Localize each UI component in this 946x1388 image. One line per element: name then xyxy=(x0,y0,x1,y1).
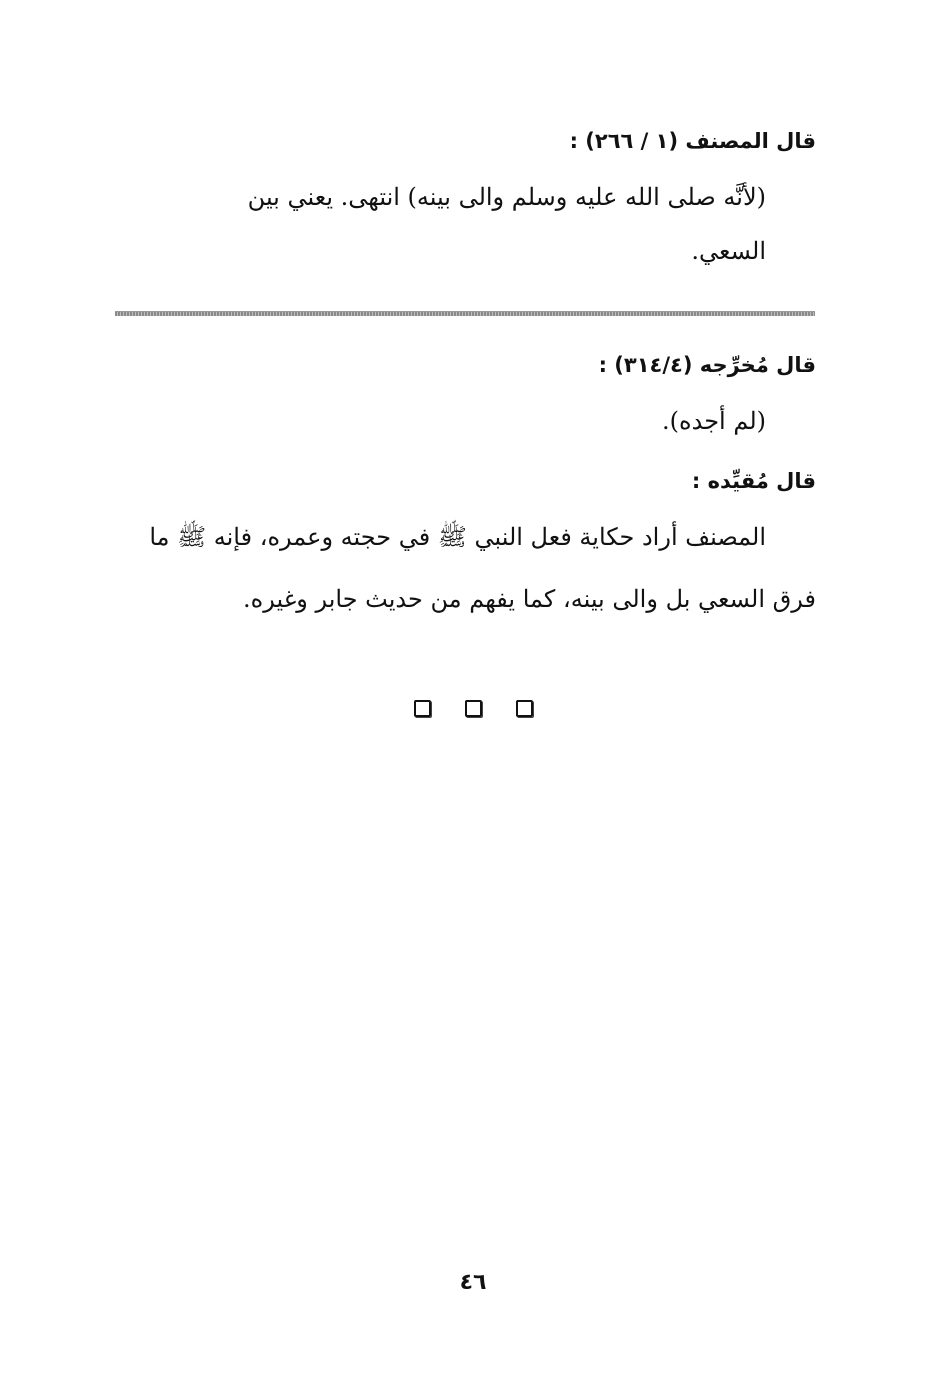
section1-body-line1: (لأنَّه صلى الله عليه وسلم والى بينه) انتهى. يعني بين xyxy=(247,183,766,211)
end-of-section-ornaments xyxy=(0,700,946,717)
section2-body: (لم أجده). xyxy=(662,407,766,435)
ornament-box-icon xyxy=(414,700,431,717)
section-divider xyxy=(115,311,815,316)
section1-body-line2: السعي. xyxy=(691,237,766,265)
section3-body-line2: فرق السعي بل والى بينه، كما يفهم من حديث جابر وغيره. xyxy=(243,585,816,613)
ornament-box-icon xyxy=(516,700,533,717)
section2-heading: قال مُخرِّجه (٣١٤/٤) : xyxy=(598,353,816,377)
section3-body-line1: المصنف أراد حكاية فعل النبي ﷺ في حجته وعمره، فإنه ﷺ ما xyxy=(149,523,766,551)
section3-heading: قال مُقيِّده : xyxy=(691,469,816,493)
ornament-box-icon xyxy=(465,700,482,717)
section1-heading: قال المصنف (١ / ٢٦٦) : xyxy=(569,129,816,153)
page-number: ٤٦ xyxy=(459,1270,487,1295)
